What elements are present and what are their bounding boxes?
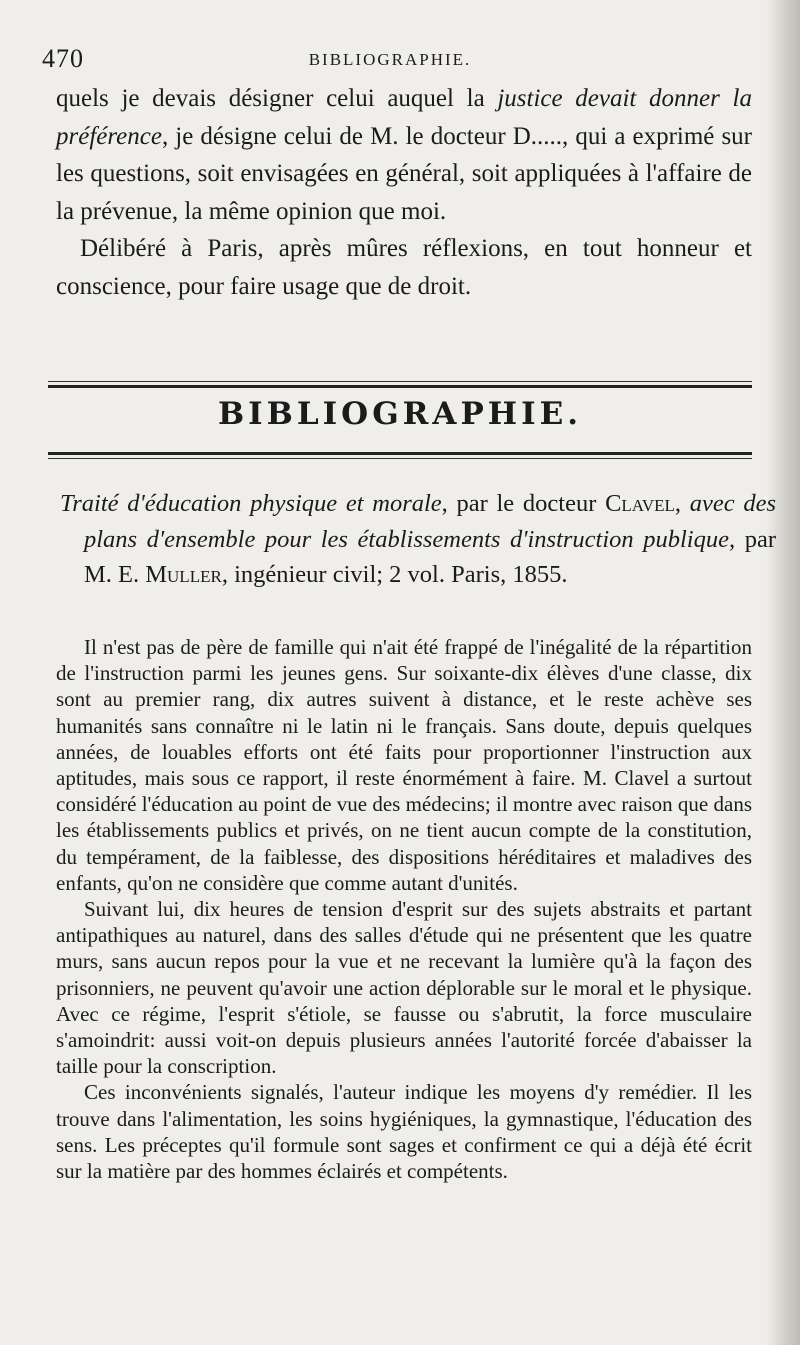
review-text (56, 634, 752, 1184)
book-reference: Traité d'éducation physique et morale, par le docteur Clavel, avec des plans d'ensemble pour les établissements d'instruction publique, par M. E. Muller, ingénieur civil; 2 vol. Paris, 1855. (60, 490, 776, 588)
bottom-double-rule (48, 452, 752, 459)
review-paragraph: Ces inconvénients signalés, l'auteur indique les moyens d'y remédier. Il les trouve dans l'alimentation, les soins hygiéniques, la gymnastique, l'éducation des sens. Les préceptes qu'il formule sont sages et confirment ce qui a déjà été écrit sur la matière par des hommes éclairés et compétents. (56, 1080, 752, 1184)
page-edge-shadow (766, 0, 800, 1345)
book-subtitle: avec des plans d'ensemble pour les établissements d'instruction publique, (84, 490, 776, 553)
italic-phrase: justice devait donner la préférence (56, 85, 752, 150)
page-number: 470 (42, 44, 84, 73)
book-title: Traité d'éducation physique et morale (60, 490, 442, 517)
continued-text (56, 80, 752, 305)
running-head (40, 42, 740, 72)
continued-paragraph: quels je devais désigner celui auquel la justice devait donner la préférence, je désigne celui de M. le docteur D....., qui a exprimé sur les questions, soit envisagées en général, soit appliquées à l'affaire de la prévenue, la même opinion que moi. (56, 85, 752, 225)
section-title: BIBLIOGRAPHIE. (217, 396, 583, 432)
running-title: BIBLIOGRAPHIE. (308, 50, 472, 69)
review-paragraph: Suivant lui, dix heures de tension d'esprit sur des sujets abstraits et partant antipathiques au naturel, dans des salles d'étude qui ne présentent que les quatre murs, sans aucun repos pour la vue et ne recevant la lumière qu'à la façon des prisonniers, ne peuvent qu'avoir une action déplorable sur le moral et le physique. Avec ce régime, l'esprit s'étiole, se fausse ou s'abrutit, la force musculaire s'amoindrit: aussi voit-on depuis plusieurs années l'autorité forcée d'abaisser la taille pour la conscription. (56, 897, 752, 1079)
closing-paragraph: Délibéré à Paris, après mûres réflexions, en tout honneur et conscience, pour faire usage que de droit. (56, 235, 752, 300)
book-author: Clavel (605, 490, 675, 517)
book-author-2: Muller (145, 561, 222, 588)
top-double-rule (48, 378, 752, 388)
review-paragraph: Il n'est pas de père de famille qui n'ait été frappé de l'inégalité de la répartition de l'instruction parmi les jeunes gens. Sur soixante-dix élèves d'une classe, dix sont au premier rang, dix autres suivent à distance, et le reste achève ses humanités sans connaître ni le latin ni le français. Sans doute, depuis quelques années, de louables efforts ont été faits pour proportionner l'instruction aux aptitudes, mais sous ce rapport, il reste énormément à faire. M. Clavel a surtout considéré l'éducation au point de vue des médecins; il montre avec raison que dans les établissements publics et privés, on ne tient aucun compte de la constitution, du tempérament, de la faiblesse, des dispositions héréditaires et maladives des enfants, qu'on ne considère que comme autant d'unités. (56, 635, 752, 895)
